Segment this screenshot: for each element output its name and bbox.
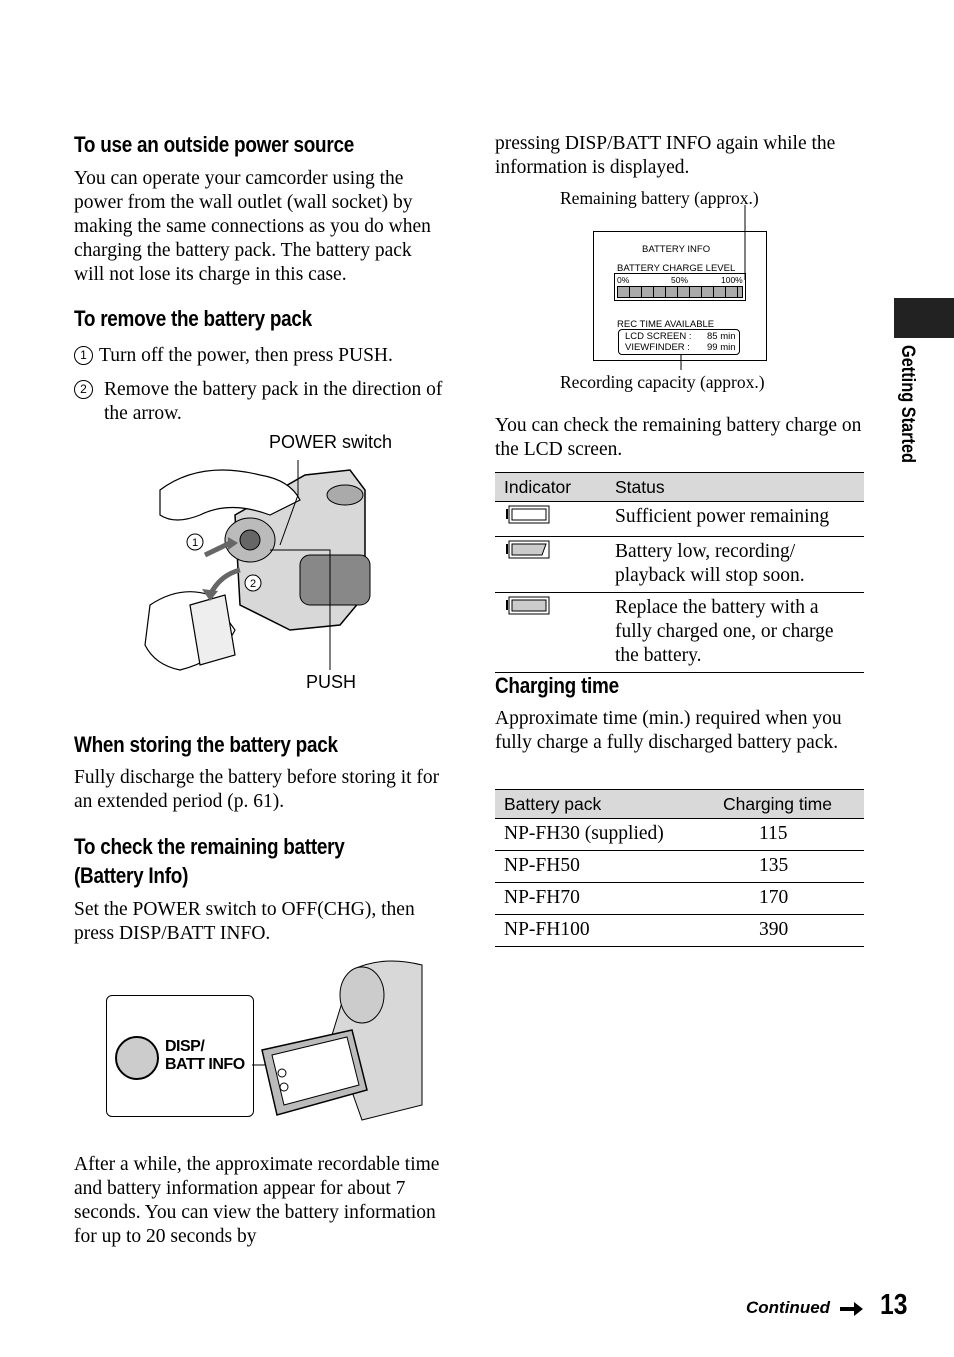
pack-name: NP-FH30 (supplied) [495, 819, 709, 851]
table-row [495, 593, 864, 673]
heading-outside-power: To use an outside power source [74, 132, 354, 157]
charging-table [495, 789, 864, 947]
screen-leader-lines [650, 205, 750, 375]
pct-100: 100% [721, 275, 743, 285]
step-number: 1 [74, 346, 93, 365]
callout-2: 2 [249, 578, 257, 590]
check-battery-body: Set the POWER switch to OFF(CHG), then press DISP/BATT INFO. [74, 899, 415, 944]
step-text: Remove the battery pack in the direction of the arrow. [104, 379, 443, 424]
label-power-switch: POWER switch [269, 432, 393, 452]
camcorder-battery-illustration [140, 455, 440, 715]
table-row [495, 537, 864, 593]
camcorder-lcd-illustration [252, 955, 427, 1125]
charging-body: Approximate time (min.) required when you fully charge a fully discharged battery pack. [495, 708, 842, 753]
table-row [495, 851, 864, 883]
status-text: Battery low, recording/ playback will stop soon. [606, 537, 864, 593]
heading-check-battery-sub: (Battery Info) [74, 863, 189, 888]
remove-step-2 [74, 378, 444, 426]
check-text: You can check the remaining battery charge on the LCD screen. [495, 415, 862, 460]
header-status: Status [606, 473, 864, 502]
header-charging-time: Charging time [709, 790, 864, 819]
disp-batt-info-button [115, 1036, 159, 1080]
step-text: Turn off the power, then press PUSH. [99, 345, 393, 366]
label-push: PUSH [306, 672, 357, 692]
indicator-table [495, 472, 864, 673]
status-text: Replace the battery with a fully charged one, or charge the battery. [606, 593, 864, 673]
viewfinder-value: 99 min [707, 342, 736, 353]
section-tab [894, 298, 954, 338]
pack-time: 115 [709, 819, 864, 851]
pack-name: NP-FH100 [495, 915, 709, 947]
pack-name: NP-FH50 [495, 851, 709, 883]
remove-step-1 [74, 344, 444, 368]
lcd-screen-value: 85 min [707, 331, 736, 342]
battery-full-icon [495, 502, 606, 537]
outside-power-body: You can operate your camcorder using the power from the wall outlet (wall socket) by making the same connections as you do when charging the battery pack. The battery pack will not lose its charge in this case. [74, 168, 431, 285]
header-indicator: Indicator [495, 473, 606, 502]
label-remaining-battery: Remaining battery (approx.) [560, 188, 759, 208]
pack-time: 390 [709, 915, 864, 947]
heading-check-battery: To check the remaining battery [74, 834, 345, 859]
after-text: After a while, the approximate recordable time and battery information appear for about 7 seconds. You can view the battery information for up to 20 seconds by [74, 1154, 440, 1247]
screen-title: BATTERY INFO [642, 244, 711, 255]
table-row [495, 502, 864, 537]
viewfinder-label: VIEWFINDER : [625, 342, 690, 353]
continued-arrow-icon [840, 1301, 864, 1317]
side-tab-label: Getting Started [897, 345, 918, 464]
disp-button-label: DISP/ BATT INFO [165, 1038, 245, 1073]
pack-time: 170 [709, 883, 864, 915]
header-battery-pack: Battery pack [495, 790, 709, 819]
charge-level-label: BATTERY CHARGE LEVEL [617, 263, 736, 274]
table-row [495, 915, 864, 947]
status-text: Sufficient power remaining [606, 502, 864, 537]
heading-charging-time: Charging time [495, 673, 619, 698]
rec-time-label: REC TIME AVAILABLE [617, 319, 715, 330]
disp-button-callout [106, 995, 254, 1117]
page-number: 13 [880, 1289, 908, 1321]
pack-time: 135 [709, 851, 864, 883]
pack-name: NP-FH70 [495, 883, 709, 915]
storing-body: Fully discharge the battery before storing it for an extended period (p. 61). [74, 767, 440, 812]
heading-storing: When storing the battery pack [74, 732, 338, 757]
battery-low-icon [495, 537, 606, 593]
step-number: 2 [74, 380, 93, 399]
battery-empty-icon [495, 593, 606, 673]
continued-label: Continued [746, 1298, 831, 1317]
callout-1: 1 [191, 537, 199, 549]
table-row [495, 883, 864, 915]
pct-0: 0% [617, 275, 630, 285]
table-row [495, 819, 864, 851]
lcd-screen-label: LCD SCREEN : [625, 331, 692, 342]
pct-50: 50% [671, 275, 689, 285]
heading-remove-battery: To remove the battery pack [74, 306, 312, 331]
cont-text: pressing DISP/BATT INFO again while the information is displayed. [495, 133, 836, 178]
label-recording-capacity: Recording capacity (approx.) [560, 372, 765, 392]
